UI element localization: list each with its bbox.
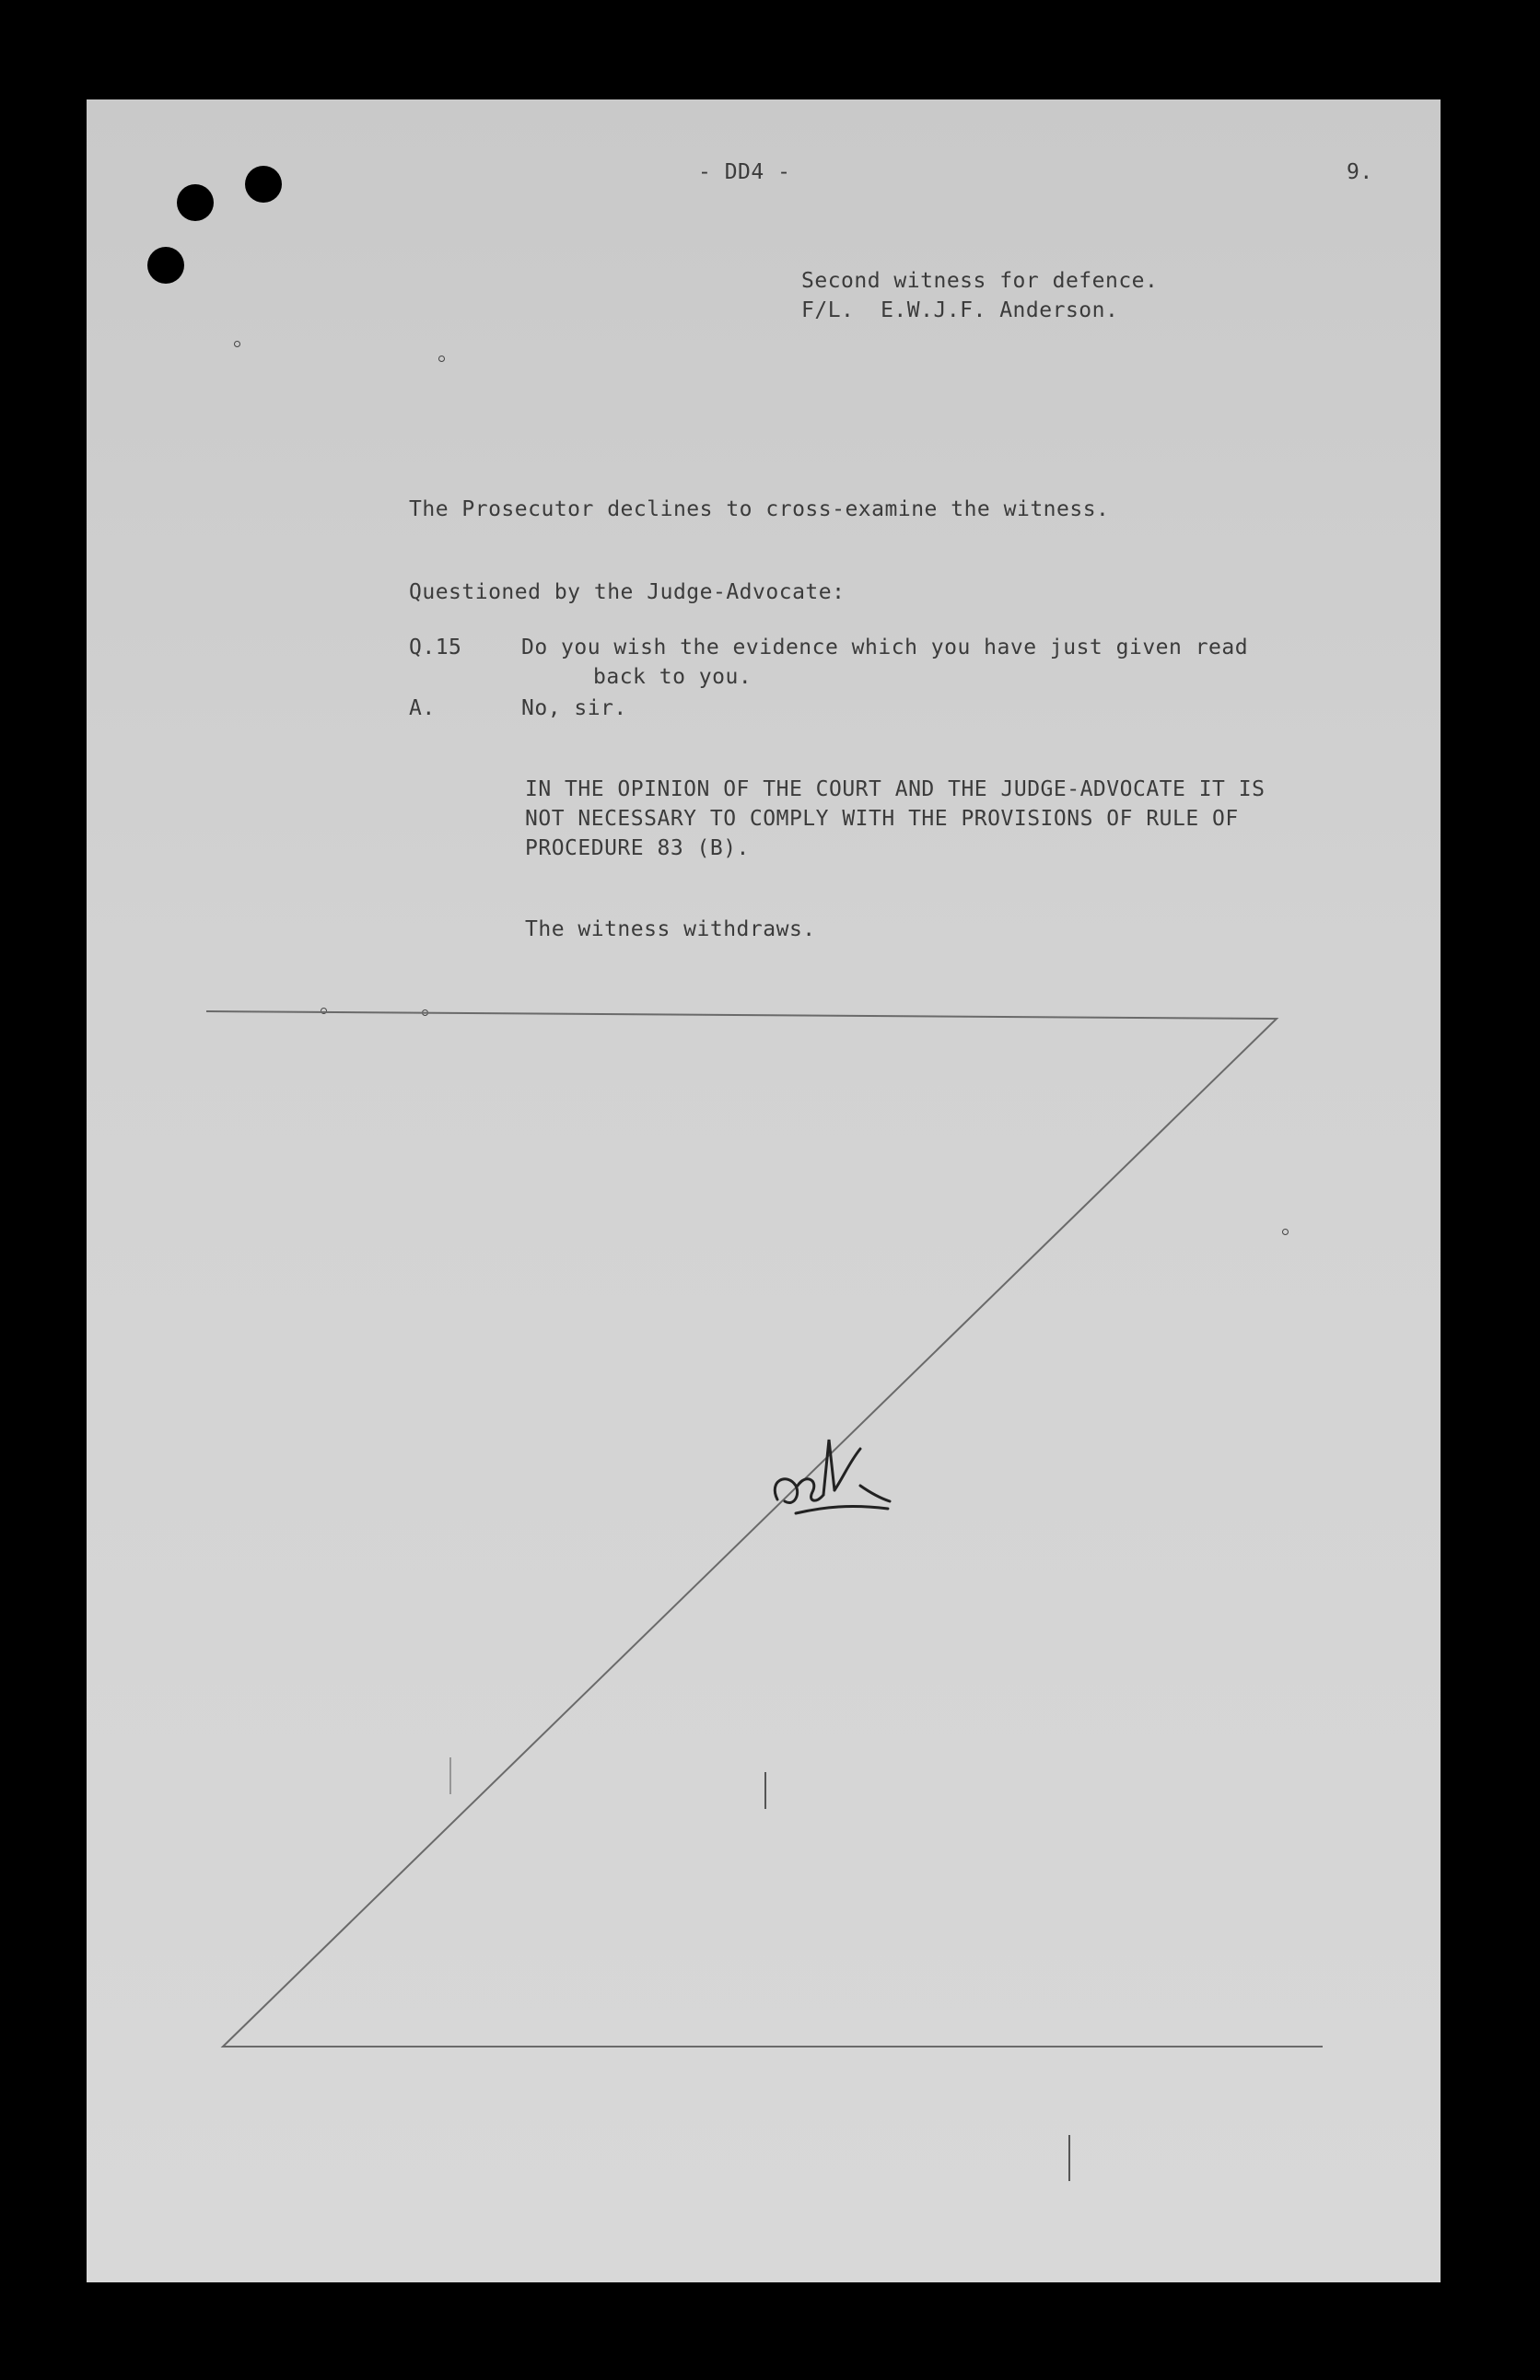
answer-label: A. [409,696,436,720]
scan-mark [1068,2135,1070,2181]
witness-withdraws: The witness withdraws. [525,917,816,941]
signature [775,1440,890,1513]
opinion-line-3: PROCEDURE 83 (B). [525,836,750,860]
opinion-line-1: IN THE OPINION OF THE COURT AND THE JUDGE-ADVOCATE IT IS [525,777,1266,801]
questioned-by-heading: Questioned by the Judge-Advocate: [409,580,846,604]
document-page [87,99,1441,2282]
question-label: Q.15 [409,636,462,659]
witness-line-1: Second witness for defence. [801,269,1159,293]
page-number: 9. [1347,160,1373,184]
opinion-line-2: NOT NECESSARY TO COMPLY WITH THE PROVISIONS OF RULE OF [525,807,1239,831]
question-text-2: back to you. [593,665,752,689]
scan-mark [449,1757,451,1794]
question-text-1: Do you wish the evidence which you have just given read [521,636,1249,659]
scan-mark [764,1772,766,1809]
cancellation-z-line [87,99,1441,2282]
witness-line-2: F/L. E.W.J.F. Anderson. [801,298,1119,322]
page-reference: - DD4 - [698,160,791,184]
prosecutor-statement: The Prosecutor declines to cross-examine the witness. [409,497,1110,521]
answer-text: No, sir. [521,696,627,720]
